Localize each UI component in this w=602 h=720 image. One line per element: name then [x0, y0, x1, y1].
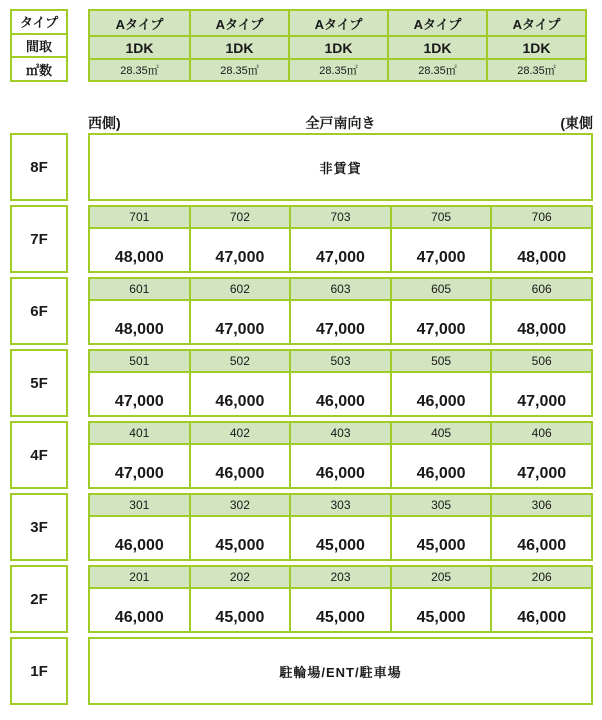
- spec-cell-area: 28.35㎡: [486, 58, 585, 80]
- room-number-cell: 305: [390, 495, 491, 515]
- room-number-cell: 703: [289, 207, 390, 227]
- rent-cell: 46,000: [189, 373, 290, 415]
- room-number-strip: [90, 495, 591, 517]
- floor-label: 4F: [10, 421, 68, 489]
- south-facing-label: 全戸南向き: [305, 114, 376, 131]
- room-number-cell: 203: [289, 567, 390, 587]
- floor-row: [10, 493, 593, 561]
- rent-cell: 47,000: [390, 301, 491, 343]
- rent-cell: 47,000: [490, 445, 591, 487]
- room-number-cell: 702: [189, 207, 290, 227]
- rent-cell: 46,000: [490, 517, 591, 559]
- rent-row: [90, 445, 591, 487]
- room-number-cell: 301: [129, 498, 150, 512]
- floor-row: [10, 205, 593, 273]
- room-number-cell: 206: [490, 567, 591, 587]
- floor-units: [88, 205, 593, 273]
- floor-row: [10, 277, 593, 345]
- rent-cell: 47,000: [289, 301, 390, 343]
- spec-cell-area: 28.35㎡: [90, 58, 189, 80]
- west-side-label: 西側): [88, 114, 121, 131]
- rent-cell: 46,000: [189, 445, 290, 487]
- room-number-cell: 701: [129, 210, 150, 224]
- spec-cell-layout: 1DK: [387, 35, 486, 58]
- floor-label: 2F: [10, 565, 68, 633]
- rent-cell: 45,000: [390, 517, 491, 559]
- rent-cell: 46,000: [390, 445, 491, 487]
- room-number-cell: 202: [189, 567, 290, 587]
- floor-units: [88, 637, 593, 705]
- room-number-cell: 505: [390, 351, 491, 371]
- floor-span-cell: 駐輪場/ENT/駐車場: [279, 664, 402, 680]
- room-number-strip: [90, 567, 591, 589]
- spec-cell-type: Aタイプ: [387, 11, 486, 35]
- spec-cell-area: 28.35㎡: [288, 58, 387, 80]
- rent-cell: 48,000: [114, 249, 164, 266]
- spec-row-label: ㎡数: [12, 56, 66, 80]
- rent-cell: 46,000: [490, 589, 591, 631]
- floor-row: [10, 349, 593, 417]
- room-number-cell: 205: [390, 567, 491, 587]
- room-number-strip: [90, 423, 591, 445]
- floor-units: [88, 277, 593, 345]
- floor-label: 5F: [10, 349, 68, 417]
- room-number-cell: 501: [129, 354, 150, 368]
- room-number-cell: 605: [390, 279, 491, 299]
- rent-cell: 47,000: [189, 229, 290, 271]
- room-number-cell: 503: [289, 351, 390, 371]
- room-number-cell: 401: [129, 426, 150, 440]
- room-number-cell: 406: [490, 423, 591, 443]
- spec-cell-area: 28.35㎡: [189, 58, 288, 80]
- floor-span-cell: 非賃貸: [319, 160, 362, 176]
- rent-cell: 47,000: [114, 465, 164, 482]
- spec-row-label: タイプ: [19, 15, 59, 31]
- rent-cell: 47,000: [490, 373, 591, 415]
- floor-row: [10, 565, 593, 633]
- spec-cell-type: Aタイプ: [288, 11, 387, 35]
- floor-label: 1F: [10, 637, 68, 705]
- room-number-cell: 601: [129, 282, 150, 296]
- floor-units: [88, 565, 593, 633]
- rent-cell: 47,000: [390, 229, 491, 271]
- floor-label: 3F: [10, 493, 68, 561]
- room-number-cell: 506: [490, 351, 591, 371]
- room-number-strip: [90, 351, 591, 373]
- rent-row: [90, 589, 591, 631]
- rent-cell: 47,000: [189, 301, 290, 343]
- rent-cell: 46,000: [114, 537, 164, 554]
- floor-label: 8F: [10, 133, 68, 201]
- spec-table: [88, 9, 587, 82]
- floor-grid: [10, 133, 593, 705]
- floor-units: [88, 493, 593, 561]
- rent-cell: 48,000: [114, 321, 164, 338]
- rent-row: [90, 373, 591, 415]
- floor-units: [88, 421, 593, 489]
- room-number-cell: 502: [189, 351, 290, 371]
- floor-units: [88, 349, 593, 417]
- spec-label-column: [10, 9, 68, 82]
- orientation-header: [88, 106, 593, 131]
- rent-cell: 48,000: [490, 301, 591, 343]
- room-number-strip: [90, 207, 591, 229]
- room-number-cell: 302: [189, 495, 290, 515]
- room-number-cell: 603: [289, 279, 390, 299]
- spec-cell-area: 28.35㎡: [387, 58, 486, 80]
- rent-cell: 47,000: [289, 229, 390, 271]
- rent-cell: 46,000: [289, 445, 390, 487]
- spec-cell-type: Aタイプ: [189, 11, 288, 35]
- spec-row-label: 間取: [12, 33, 66, 57]
- room-number-cell: 606: [490, 279, 591, 299]
- room-number-cell: 705: [390, 207, 491, 227]
- floor-label: 6F: [10, 277, 68, 345]
- rent-cell: 46,000: [114, 609, 164, 626]
- rent-row: [90, 517, 591, 559]
- spec-section: [10, 9, 587, 82]
- room-number-cell: 602: [189, 279, 290, 299]
- rent-row: [90, 229, 591, 271]
- floor-label: 7F: [10, 205, 68, 273]
- rent-cell: 47,000: [114, 393, 164, 410]
- rent-cell: 45,000: [189, 517, 290, 559]
- rent-row: [90, 301, 591, 343]
- rent-cell: 46,000: [390, 373, 491, 415]
- room-number-cell: 403: [289, 423, 390, 443]
- floor-row: [10, 133, 593, 201]
- floor-units: [88, 133, 593, 201]
- spec-cell-type: Aタイプ: [115, 16, 164, 32]
- room-number-strip: [90, 279, 591, 301]
- east-side-label: (東側: [560, 114, 593, 131]
- room-number-cell: 402: [189, 423, 290, 443]
- spec-cell-layout: 1DK: [189, 35, 288, 58]
- room-number-cell: 201: [129, 570, 150, 584]
- spec-cell-layout: 1DK: [90, 35, 189, 58]
- rent-cell: 45,000: [289, 517, 390, 559]
- room-number-cell: 306: [490, 495, 591, 515]
- rent-cell: 45,000: [189, 589, 290, 631]
- floor-row: [10, 421, 593, 489]
- spec-cell-type: Aタイプ: [486, 11, 585, 35]
- spec-cell-layout: 1DK: [486, 35, 585, 58]
- rent-cell: 46,000: [289, 373, 390, 415]
- spec-cell-layout: 1DK: [288, 35, 387, 58]
- rent-cell: 48,000: [490, 229, 591, 271]
- room-number-cell: 405: [390, 423, 491, 443]
- rent-cell: 45,000: [289, 589, 390, 631]
- rent-cell: 45,000: [390, 589, 491, 631]
- room-number-cell: 303: [289, 495, 390, 515]
- floor-row: [10, 637, 593, 705]
- room-number-cell: 706: [490, 207, 591, 227]
